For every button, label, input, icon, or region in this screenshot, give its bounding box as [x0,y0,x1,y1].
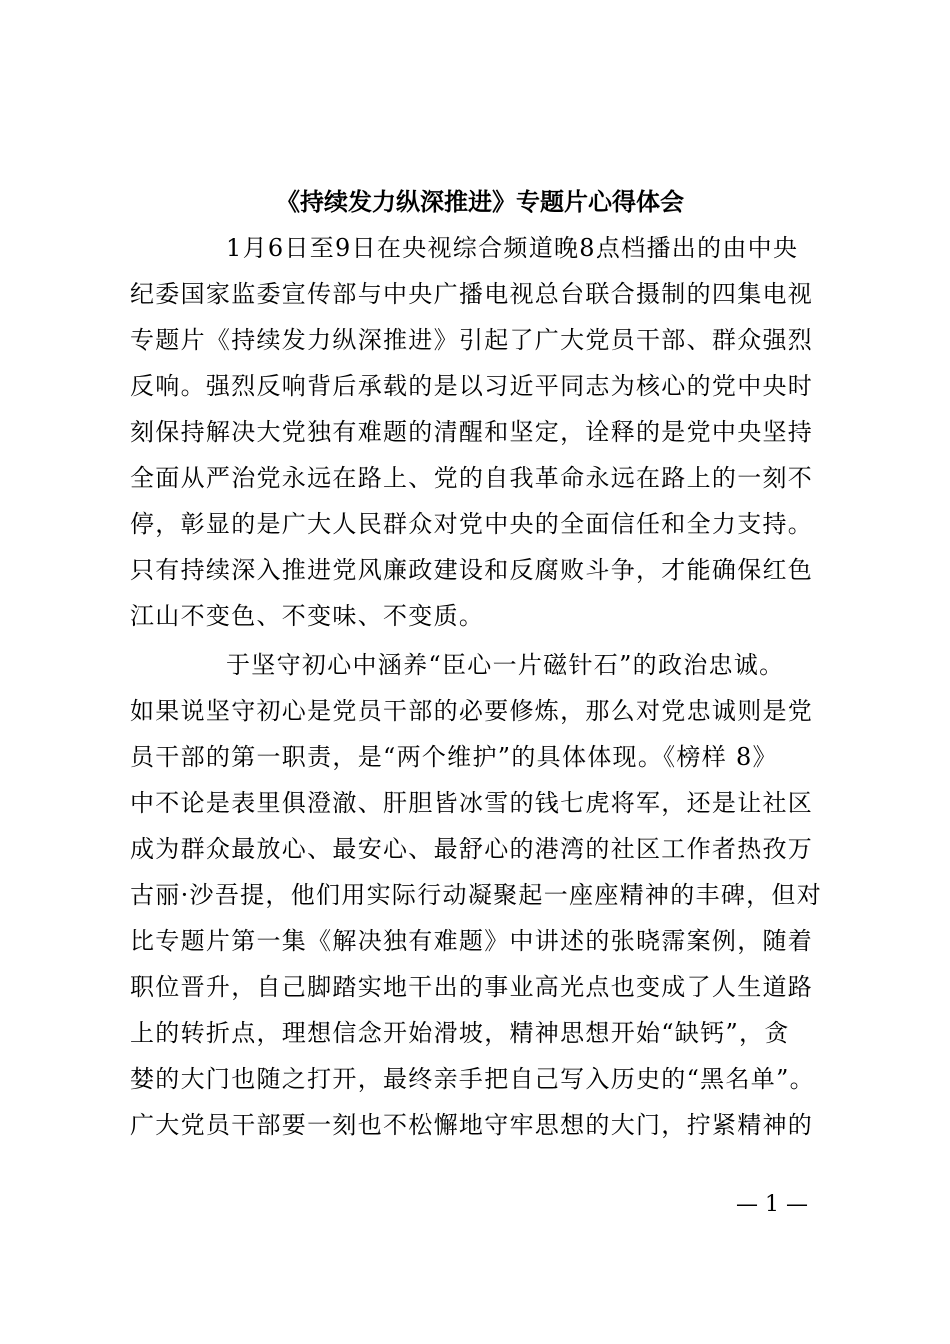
paragraph-line: 广大党员干部要一刻也不松懈地守牢思想的大门，拧紧精神的 [130,1111,814,1139]
document-title: 《持续发力纵深推进》专题片心得体会 [276,187,684,216]
paragraph-line: 于坚守初心中涵养“臣心一片磁针石”的政治忠诚。 [226,651,785,679]
paragraph-line: 反响。强烈反响背后承载的是以习近平同志为核心的党中央时 [130,372,814,400]
paragraph-line: 纪委国家监委宣传部与中央广播电视总台联合摄制的四集电视 [130,280,814,308]
paragraph-line: 江山不变色、不变味、不变质。 [130,602,485,630]
paragraph-line: 古丽·沙吾提，他们用实际行动凝聚起一座座精神的丰碑，但对 [130,881,823,909]
paragraph-line: 全面从严治党永远在路上、党的自我革命永远在路上的一刻不 [130,464,814,492]
paragraph-line: 1月6日至9日在央视综合频道晚8点档播出的由中央 [226,234,799,262]
paragraph-line: 员干部的第一职责，是“两个维护”的具体体现。《榜样 8》 [130,743,778,771]
paragraph-line: 刻保持解决大党独有难题的清醒和坚定，诠释的是党中央坚持 [130,418,814,446]
paragraph-line: 职位晋升，自己脚踏实地干出的事业高光点也变成了人生道路 [130,973,814,1001]
paragraph-line: 只有持续深入推进党风廉政建设和反腐败斗争，才能确保红色 [130,556,814,584]
paragraph-line: 上的转折点，理想信念开始滑坡，精神思想开始“缺钙”，贪 [130,1019,790,1047]
paragraph-line: 比专题片第一集《解决独有难题》中讲述的张晓霈案例，随着 [130,927,814,955]
paragraph-line: 停，彰显的是广大人民群众对党中央的全面信任和全力支持。 [130,510,814,538]
paragraph-loyalty [130,642,834,1148]
paragraph-line: 婪的大门也随之打开，最终亲手把自己写入历史的“黑名单”。 [130,1065,815,1093]
page-number: — 1 — [736,1192,808,1217]
paragraph-line: 如果说坚守初心是党员干部的必要修炼，那么对党忠诚则是党 [130,697,814,725]
paragraph-line: 成为群众最放心、最安心、最舒心的港湾的社区工作者热孜万 [130,835,814,863]
paragraph-intro [130,225,834,639]
paragraph-line: 中不论是表里俱澄澈、肝胆皆冰雪的钱七虎将军，还是让社区 [130,789,814,817]
paragraph-line: 专题片《持续发力纵深推进》引起了广大党员干部、群众强烈 [130,326,814,354]
